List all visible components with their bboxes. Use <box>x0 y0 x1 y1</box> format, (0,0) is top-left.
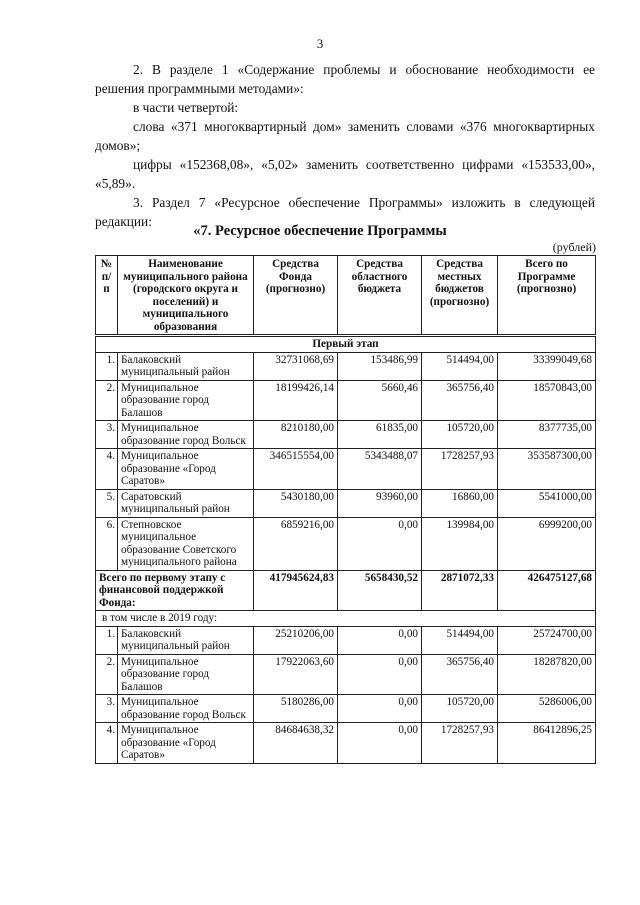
cell-local: 514494,00 <box>422 626 498 654</box>
cell-name: Муниципальное образование город Вольск <box>118 421 254 449</box>
cell-regional: 0,00 <box>338 517 422 570</box>
cell-total: 18570843,00 <box>498 380 596 421</box>
cell-total: 6999200,00 <box>498 517 596 570</box>
cell-fund: 5430180,00 <box>254 489 338 517</box>
table-row <box>96 421 596 449</box>
paragraph-numbers-replace: цифры «152368,08», «5,02» заменить соответственно цифрами «153533,00», «5,89». <box>95 157 595 191</box>
cell-fund: 84684638,32 <box>254 723 338 764</box>
cell-fund: 8210180,00 <box>254 421 338 449</box>
cell-name: Муниципальное образование город Балашов <box>118 380 254 421</box>
cell-local: 105720,00 <box>422 695 498 723</box>
total-row <box>96 570 596 611</box>
cell-number: 5. <box>96 489 118 517</box>
paragraph-item-3: 3. Раздел 7 «Ресурсное обеспечение Программы» изложить в следующей редакции: <box>95 195 595 229</box>
paragraph-item-2: 2. В разделе 1 «Содержание проблемы и обоснование необходимости ее решения программными методами»: <box>95 62 595 96</box>
cell-number: 2. <box>96 380 118 421</box>
cell-fund: 32731068,69 <box>254 352 338 380</box>
cell-fund: 5180286,00 <box>254 695 338 723</box>
table-row <box>96 695 596 723</box>
cell-number: 6. <box>96 517 118 570</box>
cell-regional: 61835,00 <box>338 421 422 449</box>
cell-name: Балаковский муниципальный район <box>118 626 254 654</box>
subsection-label: в том числе в 2019 году: <box>96 611 596 627</box>
header-fund: Средства Фонда (прогнозно) <box>254 256 338 336</box>
header-local: Средства местных бюджетов (прогнозно) <box>422 256 498 336</box>
cell-number: 1. <box>96 352 118 380</box>
cell-local: 105720,00 <box>422 421 498 449</box>
cell-name: Муниципальное образование город Вольск <box>118 695 254 723</box>
cell-total: 5541000,00 <box>498 489 596 517</box>
cell-total: 18287820,00 <box>498 654 596 695</box>
cell-total: 8377735,00 <box>498 421 596 449</box>
header-name: Наименование муниципального района (городского округа и поселений) и муниципального образования <box>118 256 254 336</box>
cell-local: 1728257,93 <box>422 723 498 764</box>
cell-regional: 0,00 <box>338 654 422 695</box>
cell-total: 353587300,00 <box>498 449 596 490</box>
units-label: (рублей) <box>552 240 596 254</box>
cell-number: 4. <box>96 723 118 764</box>
total-fund: 417945624,83 <box>254 570 338 611</box>
cell-regional: 0,00 <box>338 626 422 654</box>
total-regional: 5658430,52 <box>338 570 422 611</box>
paragraph-part-four: в части четвертой: <box>133 100 239 115</box>
table-row <box>96 489 596 517</box>
cell-local: 1728257,93 <box>422 449 498 490</box>
table-header-row <box>96 256 596 336</box>
cell-name: Муниципальное образование город Балашов <box>118 654 254 695</box>
cell-fund: 25210206,00 <box>254 626 338 654</box>
cell-number: 4. <box>96 449 118 490</box>
total-label: Всего по первому этапу с финансовой поддержкой Фонда: <box>96 570 254 611</box>
cell-regional: 0,00 <box>338 723 422 764</box>
cell-name: Саратовский муниципальный район <box>118 489 254 517</box>
cell-number: 2. <box>96 654 118 695</box>
header-number: № п/п <box>96 256 118 336</box>
cell-local: 365756,40 <box>422 380 498 421</box>
table-row <box>96 380 596 421</box>
cell-name: Балаковский муниципальный район <box>118 352 254 380</box>
cell-regional: 153486,99 <box>338 352 422 380</box>
cell-number: 3. <box>96 421 118 449</box>
cell-local: 139984,00 <box>422 517 498 570</box>
cell-fund: 6859216,00 <box>254 517 338 570</box>
table-row <box>96 654 596 695</box>
cell-regional: 93960,00 <box>338 489 422 517</box>
cell-name: Степновское муниципальное образование Советского муниципального района <box>118 517 254 570</box>
cell-number: 3. <box>96 695 118 723</box>
cell-local: 365756,40 <box>422 654 498 695</box>
cell-name: Муниципальное образование «Город Саратов» <box>118 449 254 490</box>
table-row <box>96 626 596 654</box>
resource-table <box>95 255 596 764</box>
table-row <box>96 517 596 570</box>
cell-local: 514494,00 <box>422 352 498 380</box>
cell-name: Муниципальное образование «Город Саратов» <box>118 723 254 764</box>
section-title: «7. Ресурсное обеспечение Программы <box>193 223 447 239</box>
cell-fund: 346515554,00 <box>254 449 338 490</box>
cell-regional: 5660,46 <box>338 380 422 421</box>
stage-row <box>96 336 596 353</box>
paragraph-words-replace: слова «371 многоквартирный дом» заменить словами «376 многоквартирных домов»; <box>95 119 595 153</box>
header-regional: Средства областного бюджета <box>338 256 422 336</box>
stage-label: Первый этап <box>96 336 596 353</box>
table-row <box>96 449 596 490</box>
cell-total: 25724700,00 <box>498 626 596 654</box>
body-text <box>95 60 595 231</box>
header-total: Всего по Программе (прогнозно) <box>498 256 596 336</box>
cell-fund: 17922063,60 <box>254 654 338 695</box>
subsection-row <box>96 611 596 627</box>
page-number: 3 <box>316 36 324 51</box>
total-local: 2871072,33 <box>422 570 498 611</box>
cell-local: 16860,00 <box>422 489 498 517</box>
cell-total: 86412896,25 <box>498 723 596 764</box>
cell-number: 1. <box>96 626 118 654</box>
cell-total: 5286006,00 <box>498 695 596 723</box>
table-row <box>96 352 596 380</box>
cell-regional: 0,00 <box>338 695 422 723</box>
cell-total: 33399049,68 <box>498 352 596 380</box>
total-total: 426475127,68 <box>498 570 596 611</box>
cell-fund: 18199426,14 <box>254 380 338 421</box>
cell-regional: 5343488,07 <box>338 449 422 490</box>
table-row <box>96 723 596 764</box>
